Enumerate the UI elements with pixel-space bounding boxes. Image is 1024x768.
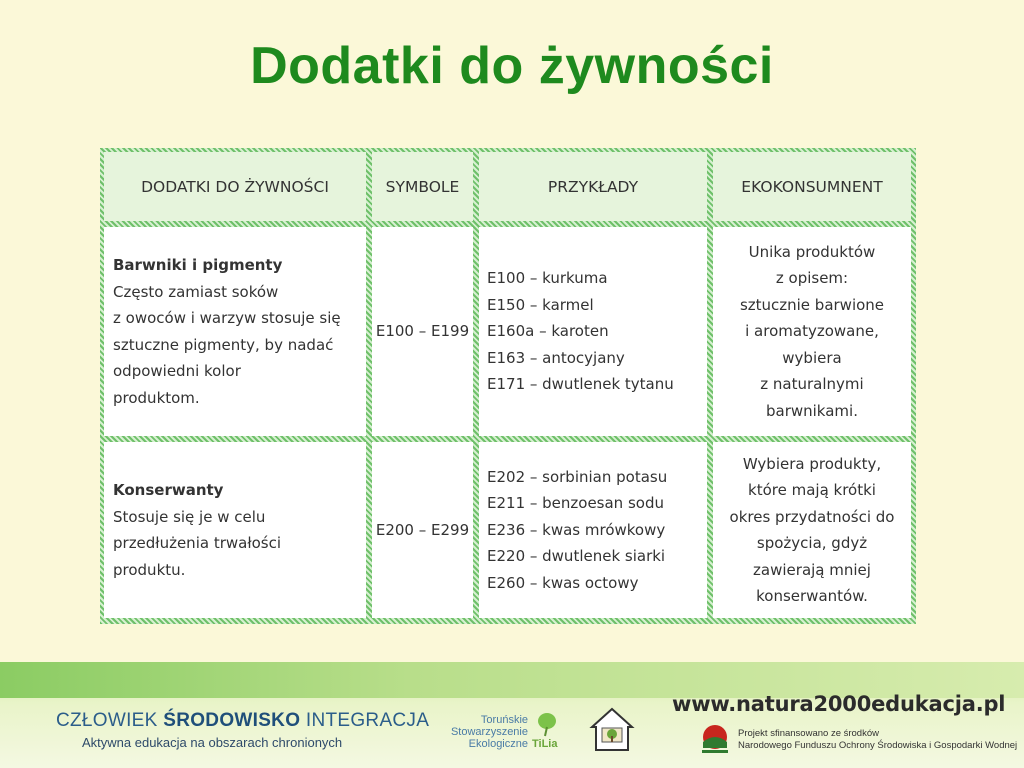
tse-line: Toruńskie (480, 714, 528, 726)
row1-category: Barwniki i pigmenty (113, 256, 283, 274)
row1-desc-line: produktom. (113, 388, 200, 407)
header-symbols: SYMBOLE (372, 152, 473, 221)
row2-eco-line: które mają krótki (748, 481, 876, 499)
row2-example: E211 – benzoesan sodu (487, 494, 664, 513)
row2-eco-line: zawierają mniej (753, 560, 871, 579)
row1-eco-line: Unika produktów (748, 242, 876, 261)
row1-example: E163 – antocyjany (487, 348, 625, 367)
row2-example: E260 – kwas octowy (487, 573, 639, 592)
header-additives: DODATKI DO ŻYWNOŚCI (104, 152, 366, 221)
header-ecoconsumer: EKOKONSUMNENT (713, 152, 911, 221)
nfosigw-logo-icon (698, 722, 732, 756)
row1-description-cell (104, 227, 366, 436)
row1-eco-line: z naturalnymi (760, 375, 864, 394)
row2-category: Konserwanty (113, 481, 224, 499)
row1-eco-line: wybiera (782, 348, 842, 367)
row1-desc-line: z owoców i warzyw stosuje się (113, 309, 341, 327)
row2-eco-line: okres przydatności do (729, 507, 895, 526)
row2-desc-line: przedłużenia trwałości (113, 534, 281, 552)
row1-example: E150 – karmel (487, 295, 594, 314)
brand-part2: INTEGRACJA (300, 710, 430, 731)
brand-logo-text (56, 710, 429, 732)
row2-desc-line: Stosuje się je w celu (113, 507, 266, 526)
brand-subtitle: Aktywna edukacja na obszarach chronionych (82, 735, 343, 750)
tse-line: Ekologiczne (468, 738, 528, 750)
website-link[interactable]: www.natura2000edukacja.pl (672, 692, 1006, 716)
row1-eco-line: z opisem: (775, 269, 849, 288)
brand-part1: CZŁOWIEK (56, 710, 164, 731)
funding-line: Narodowego Funduszu Ochrony Środowiska i Gospodarki Wodnej (738, 740, 1018, 751)
row1-desc-line: Często zamiast soków (113, 282, 279, 301)
row1-example: E100 – kurkuma (487, 269, 608, 288)
row2-eco-line: konserwantów. (756, 587, 868, 605)
row1-examples-cell (479, 227, 707, 436)
row1-eco-line: barwnikami. (765, 401, 858, 420)
row1-eco-cell (713, 227, 911, 436)
brand-bold: ŚRODOWISKO (163, 710, 301, 731)
row2-eco-line: spożycia, gdyż (756, 534, 868, 552)
row2-symbols: E200 – E299 (372, 442, 473, 618)
row2-eco-line: Wybiera produkty, (742, 454, 882, 473)
row2-example: E220 – dwutlenek siarki (487, 547, 666, 566)
additives-table (100, 148, 916, 624)
page-title: Dodatki do żywności (250, 37, 774, 95)
house-logo-icon (588, 706, 636, 754)
tilia-leaf-icon (530, 712, 560, 750)
row1-desc-line: sztuczne pigmenty, by nadać (113, 335, 334, 354)
row1-eco-line: sztucznie barwione (739, 295, 885, 314)
row1-symbols: E100 – E199 (372, 227, 473, 436)
tse-logo-text (448, 714, 528, 750)
row2-example: E236 – kwas mrówkowy (487, 520, 666, 539)
row1-desc-line: odpowiedni kolor (113, 362, 241, 380)
tilia-text: TiLia (532, 738, 558, 750)
funding-text (738, 728, 1017, 752)
header-examples: PRZYKŁADY (479, 152, 707, 221)
row1-example: E171 – dwutlenek tytanu (487, 375, 674, 394)
row1-example: E160a – karoten (487, 322, 609, 341)
row1-eco-line: i aromatyzowane, (745, 322, 879, 341)
row2-example: E202 – sorbinian potasu (487, 467, 668, 486)
row2-desc-line: produktu. (113, 560, 186, 579)
funding-line: Projekt sfinansowano ze środków (738, 728, 879, 739)
row2-description-cell (104, 442, 366, 618)
tse-line: Stowarzyszenie (450, 726, 528, 738)
row2-eco-cell (713, 442, 911, 618)
row2-examples-cell (479, 442, 707, 618)
